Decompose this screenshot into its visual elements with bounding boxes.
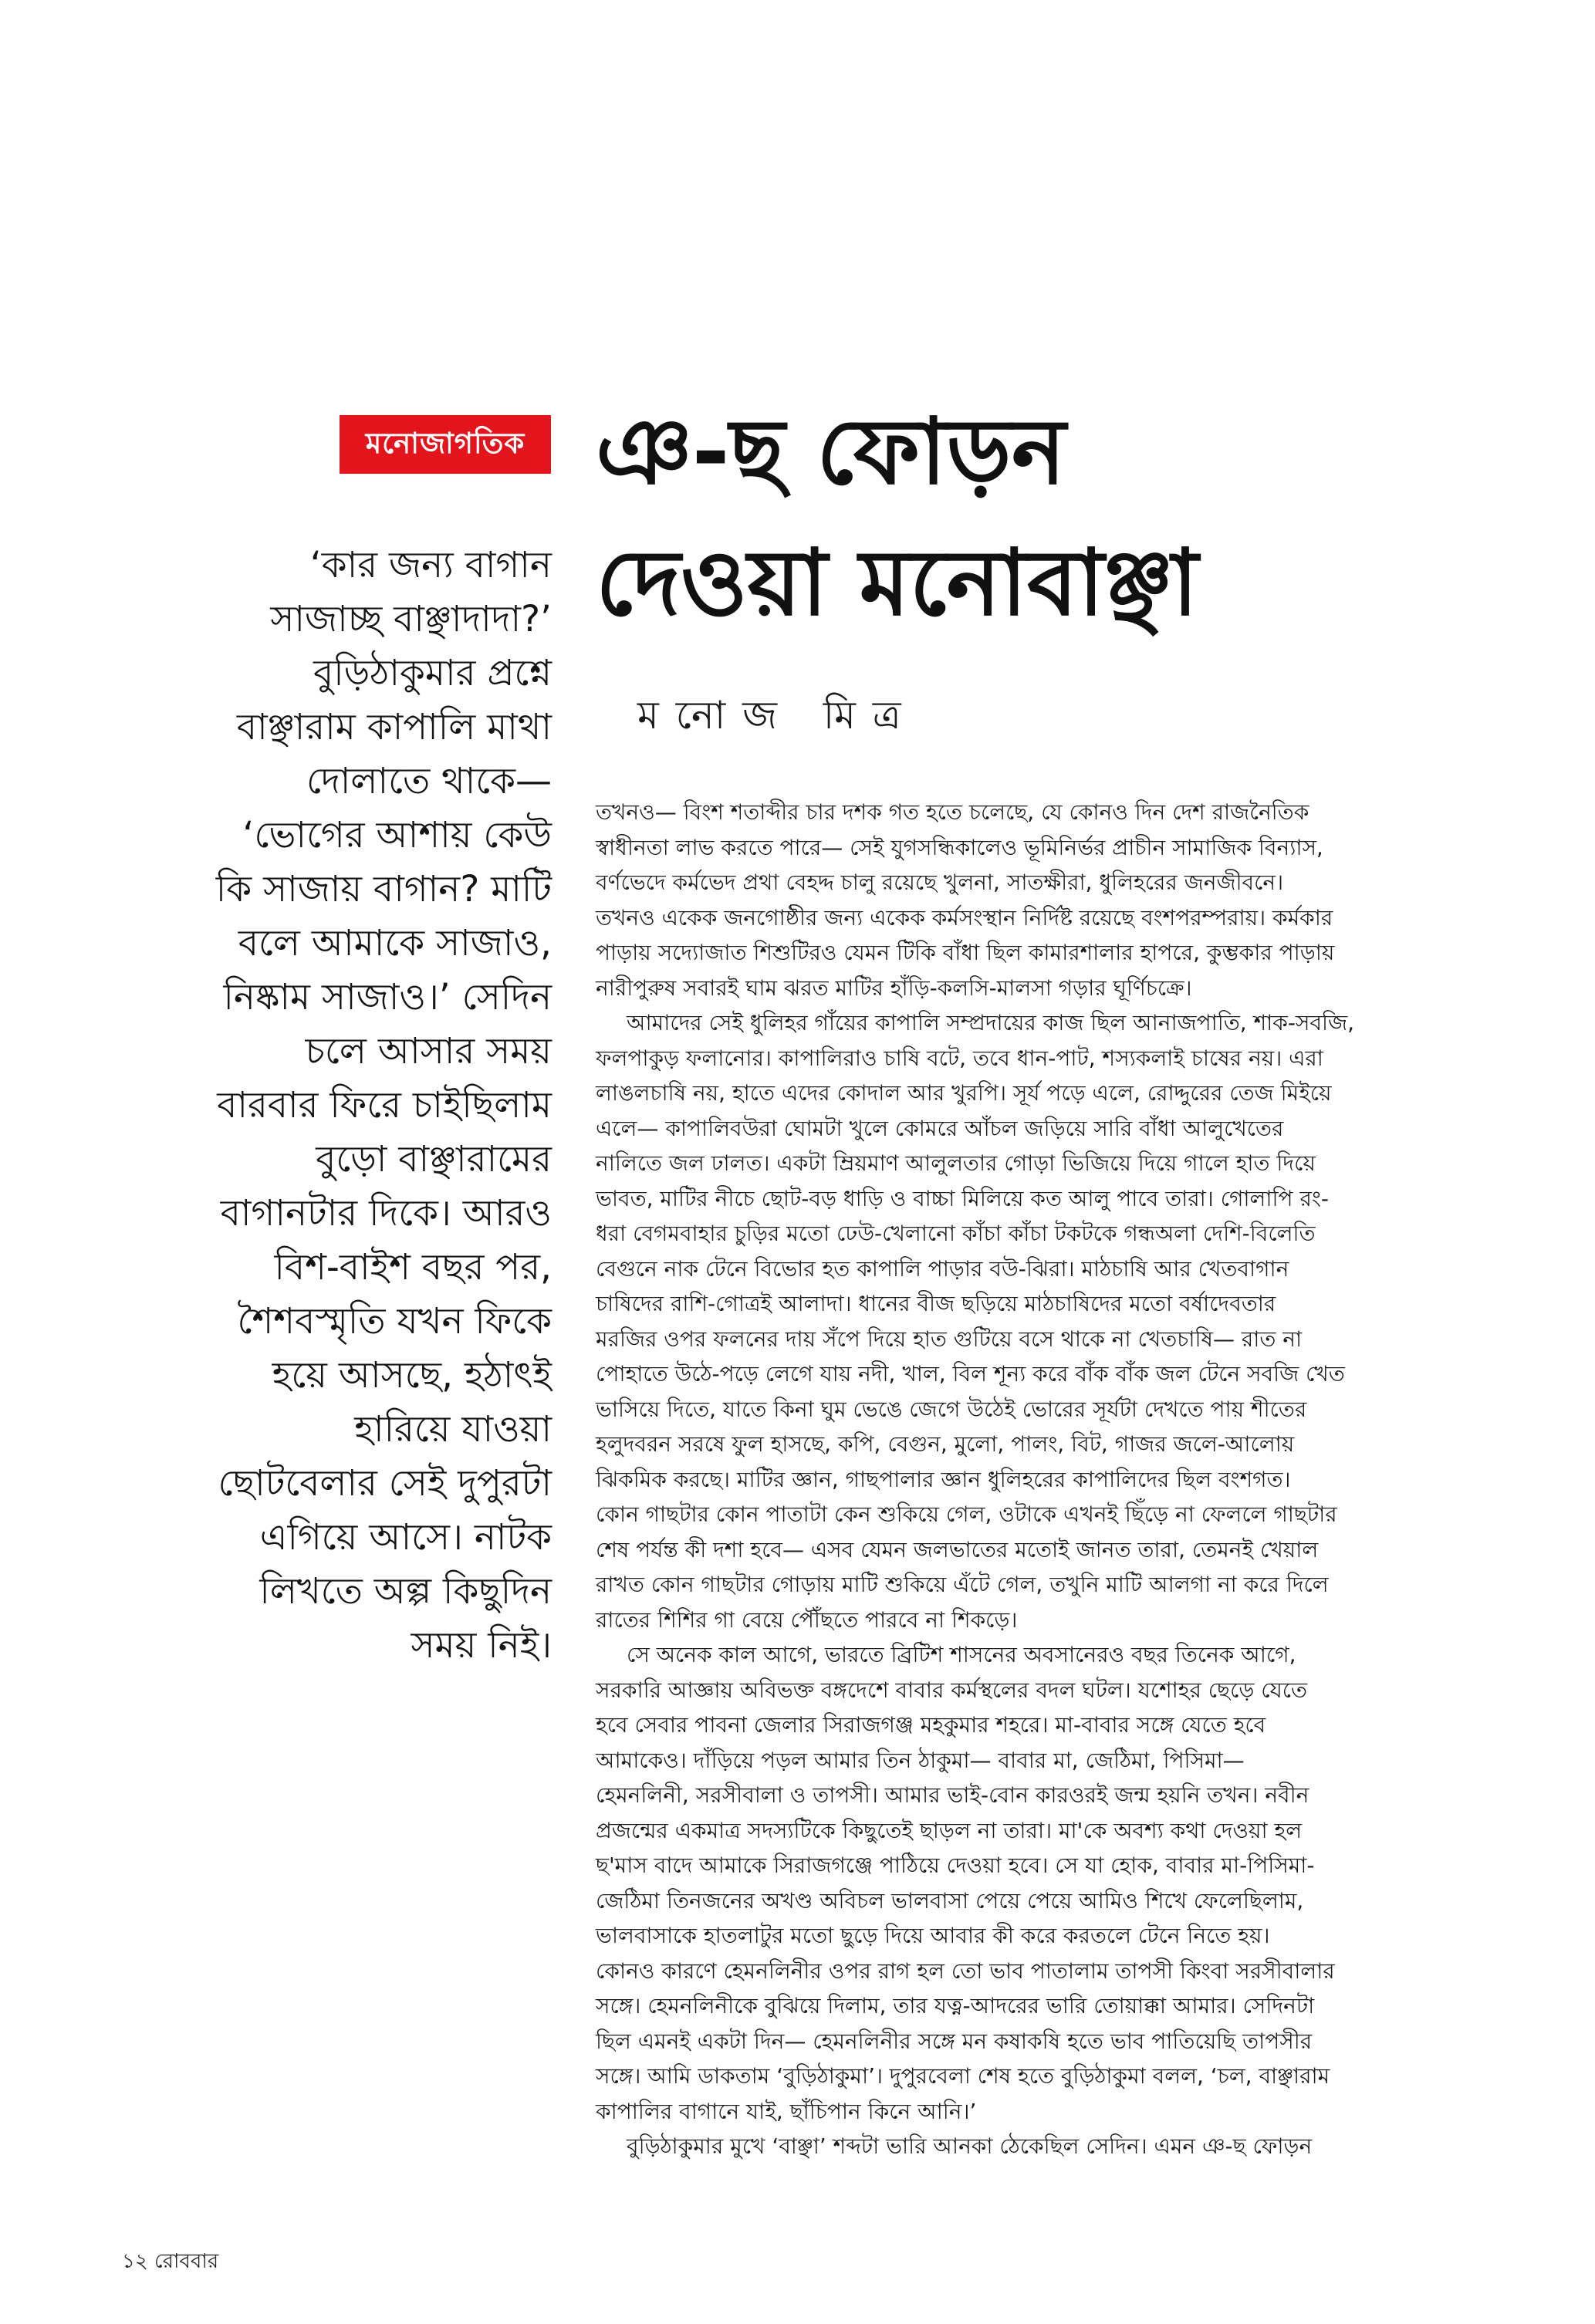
body-line: মরজির ওপর ফলনের দায় সঁপে দিয়ে হাত গুটিয়ে বসে থাকে না খেতচাষি— রাত না (596, 1326, 1303, 1352)
body-line: ছ'মাস বাদে আমাকে সিরাজগঞ্জে পাঠিয়ে দেওয়া হবে। সে যা হোক, বাবার মা-পিসিমা- (596, 1853, 1315, 1878)
body-line: এলে— কাপালিবউরা ঘোমটা খুলে কোমরে আঁচল জড়িয়ে সারি বাঁধা আলুখেতের (596, 1115, 1284, 1141)
body-line: হলুদবরন সরষে ফুল হাসছে, কপি, বেগুন, মুলো, পালং, বিট, গাজর জলে-আলোয় (596, 1431, 1295, 1457)
body-line: বর্ণভেদে কর্মভেদ প্রথা বেহদ্দ চালু রয়েছে খুলনা, সাতক্ষীরা, ধুলিহরের জনজীবনে। (596, 870, 1284, 895)
pull-quote-line: শৈশবস্মৃতি যখন ফিকে (237, 1300, 552, 1343)
pull-quote-line: সময় নিই। (411, 1624, 552, 1667)
body-line: সঙ্গে। হেমনলিনীকে বুঝিয়ে দিলাম, তার যত্ন-আদরের ভারি তোয়াক্কা আমার। সেদিনটা (596, 1993, 1315, 2018)
pull-quote-line: বলে আমাকে সাজাও, (238, 922, 552, 964)
body-line: প্রজন্মের একমাত্র সদস্যটিকে কিছুতেই ছাড়ল না তারা। মা'কে অবশ্য কথা দেওয়া হল (596, 1817, 1303, 1843)
pull-quote-line: বুড়ো বাঞ্ছারামের (316, 1138, 552, 1181)
body-line: ফলপাকুড় ফলানোর। কাপালিরাও চাষি বটে, তবে ধান-পাট, শস্যকলাই চাষের নয়। এরা (596, 1045, 1323, 1071)
body-line: বেগুনে নাক টেনে বিভোর হত কাপালি পাড়ার বউ-ঝিরা। মাঠচাষি আর খেতবাগান (596, 1255, 1289, 1282)
pull-quote-line: নিষ্কাম সাজাও।’ সেদিন (223, 976, 552, 1018)
body-line: আমাকেও। দাঁড়িয়ে পড়ল আমার তিন ঠাকুমা— বাবার মা, জেঠিমা, পিসিমা— (596, 1747, 1245, 1773)
body-line: ধরা বেগমবাহার চুড়ির মতো ঢেউ-খেলানো কাঁচা কাঁচা টকটকে গন্ধঅলা দেশি-বিলেতি (596, 1221, 1316, 1246)
body-line: তখনও একেক জনগোষ্ঠীর জন্য একেক কর্মসংস্থান নির্দিষ্ট রয়েছে বংশপরম্পরায়। কর্মকার (596, 904, 1333, 931)
body-line: সরকারি আজ্ঞায় অবিভক্ত বঙ্গদেশে বাবার কর্মস্থলের বদল ঘটল। যশোহর ছেড়ে যেতে (596, 1677, 1308, 1703)
title-line: ঞ-ছ ফোড়ন (596, 398, 1066, 505)
body-line: কাপালির বাগানে যাই, ছাঁচিপান কিনে আনি।’ (596, 2098, 977, 2124)
body-line: শেষ পর্যন্ত কী দশা হবে— এসব যেমন জলভাতের মতোই জানত তারা, তেমনই খেয়াল (596, 1536, 1319, 1562)
body-line: রাখত কোন গাছটার গোড়ায় মাটি শুকিয়ে এঁটে গেল, তখুনি মাটি আলগা না করে দিলে (596, 1572, 1329, 1597)
pull-quote-line: দোলাতে থাকে— (306, 760, 552, 802)
pull-quote-line: হারিয়ে যাওয়া (354, 1408, 552, 1451)
body-line: ভালবাসাকে হাতলাটুর মতো ছুড়ে দিয়ে আবার কী করে করতলে টেনে নিতে হয়। (596, 1923, 1270, 1948)
pull-quote-line: লিখতে অল্প কিছুদিন (259, 1570, 552, 1613)
pull-quote-line: সাজাচ্ছ বাঞ্ছাদাদা?’ (270, 598, 552, 640)
title-line: দেওয়া মনোবাঞ্ছা (596, 529, 1198, 636)
body-line: হেমনলিনী, সরসীবালা ও তাপসী। আমার ভাই-বোন কারওরই জন্ম হয়নি তখন। নবীন (596, 1782, 1309, 1808)
pull-quote-line: বারবার ফিরে চাইছিলাম (217, 1084, 552, 1127)
section-tag: মনোজাগতিক (340, 415, 551, 474)
body-line: বুড়িঠাকুমার মুখে ‘বাঞ্ছা’ শব্দটা ভারি আনকা ঠেকেছিল সেদিন। এমন ঞ-ছ ফোড়ন (627, 2133, 1313, 2159)
body-line: ঝিকমিক করছে। মাটির জ্ঞান, গাছপালার জ্ঞান ধুলিহরের কাপালিদের ছিল বংশগত। (596, 1466, 1291, 1492)
body-line: তখনও— বিংশ শতাব্দীর চার দশক গত হতে চলেছে, যে কোনও দিন দেশ রাজনৈতিক (596, 799, 1309, 825)
body-line: ছিল এমনই একটা দিন— হেমনলিনীর সঙ্গে মন কষাকষি হতে ভাব পাতিয়েছি তাপসীর (596, 2028, 1313, 2054)
body-line: ভাবত, মাটির নীচে ছোট-বড় ধাড়ি ও বাচ্চা মিলিয়ে কত আলু পাবে তারা। গোলাপি রং- (596, 1185, 1330, 1211)
body-line: সে অনেক কাল আগে, ভারতে ব্রিটিশ শাসনের অবসানেরও বছর তিনেক আগে, (627, 1642, 1296, 1667)
article-title (596, 386, 1522, 648)
pull-quote-line: হয়ে আসছে, হঠাৎই (272, 1354, 552, 1397)
body-line: হবে সেবার পাবনা জেলার সিরাজগঞ্জ মহকুমার শহরে। মা-বাবার সঙ্গে যেতে হবে (596, 1712, 1266, 1738)
pull-quote-line: বিশ-বাইশ বছর পর, (274, 1246, 552, 1289)
body-line: রাতের শিশির গা বেয়ে পৌঁছতে পারবে না শিকড়ে। (596, 1606, 1018, 1633)
body-line: কোন গাছটার কোন পাতাটা কেন শুকিয়ে গেল, ওটাকে এখনই ছিঁড়ে না ফেললে গাছটার (596, 1501, 1337, 1527)
pull-quote (147, 539, 552, 1673)
pull-quote-line: বাঞ্ছারাম কাপালি মাথা (236, 706, 552, 748)
pull-quote-line: কি সাজায় বাগান? মাটি (215, 868, 552, 910)
pull-quote-line: চলে আসার সময় (305, 1030, 552, 1072)
body-line: লাঙলচাষি নয়, হাতে এদের কোদাল আর খুরপি। সূর্য পড়ে এলে, রোদ্দুরের তেজ মিইয়ে (596, 1080, 1332, 1106)
body-line: নালিতে জল ঢালত। একটা ম্রিয়মাণ আলুলতার গোড়া ভিজিয়ে দিয়ে গালে হাত দিয়ে (596, 1150, 1316, 1176)
body-line: চাষিদের রাশি-গোত্রই আলাদা। ধানের বীজ ছড়িয়ে মাঠচাষিদের মতো বর্ষাদেবতার (596, 1291, 1276, 1316)
pull-quote-line: ‘কার জন্য বাগান (309, 544, 552, 586)
body-line: পোহাতে উঠে-পড়ে লেগে যায় নদী, খাল, বিল শূন্য করে বাঁক বাঁক জল টেনে সবজি খেত (596, 1361, 1345, 1387)
body-line: স্বাধীনতা লাভ করতে পারে— সেই যুগসন্ধিকালেও ভূমিনির্ভর প্রাচীন সামাজিক বিন্যাস, (596, 834, 1323, 860)
page-folio: ১২ রোববার (122, 2250, 219, 2273)
article-body (596, 795, 1475, 2164)
body-line: পাড়ায় সদ্যোজাত শিশুটিরও যেমন টিকি বাঁধা ছিল কামারশালার হাপরে, কুম্ভকার পাড়ায় (596, 940, 1335, 965)
body-line: জেঠিমা তিনজনের অখণ্ড অবিচল ভালবাসা পেয়ে পেয়ে আমিও শিখে ফেলেছিলাম, (596, 1887, 1304, 1914)
body-line: ভাসিয়ে দিতে, যাতে কিনা ঘুম ভেঙে জেগে উঠেই ভোরের সূর্যটা দেখতে পায় শীতের (596, 1396, 1307, 1422)
pull-quote-line: এগিয়ে আসে। নাটক (259, 1516, 552, 1559)
byline: মনোজ মিত্র (637, 693, 918, 738)
body-line: কোনও কারণে হেমনলিনীর ওপর রাগ হল তো ভাব পাতালাম তাপসী কিংবা সরসীবালার (596, 1957, 1335, 1984)
body-line: সঙ্গে। আমি ডাকতাম ‘বুড়িঠাকুমা’। দুপুরবেলা শেষ হতে বুড়িঠাকুমা বলল, ‘চল, বাঞ্ছারাম (596, 2063, 1330, 2089)
body-line: আমাদের সেই ধুলিহর গাঁয়ের কাপালি সম্প্রদায়ের কাজ ছিল আনাজপাতি, শাক-সবজি, (627, 1010, 1355, 1035)
pull-quote-line: বাগানটার দিকে। আরও (220, 1192, 552, 1235)
pull-quote-line: বুড়িঠাকুমার প্রশ্নে (313, 652, 552, 694)
pull-quote-line: ‘ভোগের আশায় কেউ (242, 814, 552, 856)
body-line: নারীপুরুষ সবারই ঘাম ঝরত মাটির হাঁড়ি-কলসি-মালসা গড়ার ঘূর্ণিচক্রে। (596, 975, 1192, 1001)
pull-quote-line: ছোটবেলার সেই দুপুরটা (218, 1462, 552, 1505)
